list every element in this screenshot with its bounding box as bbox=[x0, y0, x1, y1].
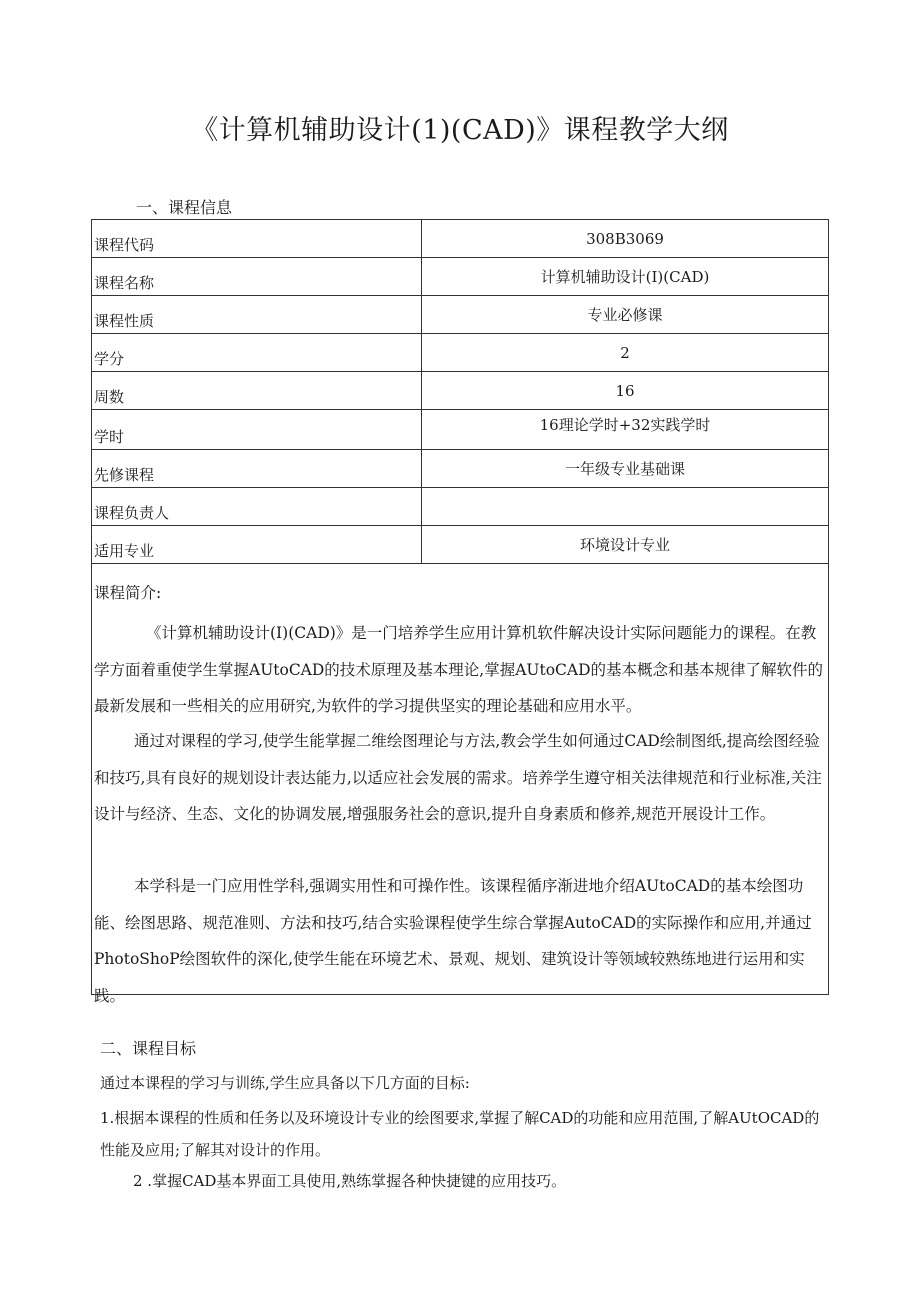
row-label: 适用专业 bbox=[92, 526, 422, 564]
table-row bbox=[92, 410, 829, 450]
row-value: 308B3069 bbox=[422, 220, 829, 258]
row-value bbox=[422, 488, 829, 526]
intro-paragraph: 《计算机辅助设计(I)(CAD)》是一门培养学生应用计算机软件解决设计实际问题能力的课程。在教学方面着重使学生掌握AUtoCAD的技术原理及基本理论,掌握AUtoCAD的基本概念和基本规律了解软件的最新发展和一些相关的应用研究,为软件的学习提供坚实的理论基础和应用水平。 bbox=[94, 624, 824, 715]
document-title: 《计算机辅助设计(1)(CAD)》课程教学大纲 bbox=[191, 115, 729, 146]
row-label: 学时 bbox=[92, 410, 422, 450]
goals-intro: 通过本课程的学习与训练,学生应具备以下几方面的目标: bbox=[100, 1074, 470, 1092]
course-intro-box bbox=[91, 551, 829, 1005]
course-intro-label: 课程简介: bbox=[94, 584, 162, 602]
row-label: 先修课程 bbox=[92, 450, 422, 488]
row-value: 环境设计专业 bbox=[422, 526, 829, 564]
table-row bbox=[92, 488, 829, 526]
table-row bbox=[92, 296, 829, 334]
table-row bbox=[92, 334, 829, 372]
row-value: 一年级专业基础课 bbox=[422, 450, 829, 488]
row-value: 16 bbox=[422, 372, 829, 410]
course-info-table bbox=[91, 219, 829, 564]
table-row bbox=[92, 372, 829, 410]
section-heading-course-info: 一、课程信息 bbox=[136, 198, 233, 217]
table-row bbox=[92, 220, 829, 258]
row-value: 专业必修课 bbox=[422, 296, 829, 334]
intro-paragraph: 本学科是一门应用性学科,强调实用性和可操作性。该课程循序渐进地介绍AUtoCAD的基本绘图功能、绘图思路、规范准则、方法和技巧,结合实验课程使学生综合掌握AutoCAD的实际操作和应用,并通过PhotoShoP绘图软件的深化,使学生能在环境艺术、景观、规划、建筑设计等领域较熟练地进行运用和实践。 bbox=[94, 877, 812, 1005]
section-heading-course-goals: 二、课程目标 bbox=[100, 1039, 197, 1058]
row-label: 课程名称 bbox=[92, 258, 422, 296]
row-label: 课程负责人 bbox=[92, 488, 422, 526]
table-row bbox=[92, 450, 829, 488]
row-label: 课程代码 bbox=[92, 220, 422, 258]
table-row bbox=[92, 258, 829, 296]
intro-paragraph: 通过对课程的学习,使学生能掌握二维绘图理论与方法,教会学生如何通过CAD绘制图纸,提高绘图经验和技巧,具有良好的规划设计表达能力,以适应社会发展的需求。培养学生遵守相关法律规范和行业标准,关注设计与经济、生态、文化的协调发展,增强服务社会的意识,提升自身素质和修养,规范开展设计工作。 bbox=[94, 732, 822, 823]
row-label: 周数 bbox=[92, 372, 422, 410]
row-value: 计算机辅助设计(I)(CAD) bbox=[422, 258, 829, 296]
row-label: 学分 bbox=[92, 334, 422, 372]
goal-item: 1.根据本课程的性质和任务以及环境设计专业的绘图要求,掌握了解CAD的功能和应用范围,了解AUtOCAD的性能及应用;了解其对设计的作用。 bbox=[100, 1109, 820, 1159]
row-value: 2 bbox=[422, 334, 829, 372]
row-label: 课程性质 bbox=[92, 296, 422, 334]
row-value: 16理论学时+32实践学时 bbox=[422, 410, 829, 450]
goal-item: 2 .掌握CAD基本界面工具使用,熟练掌握各种快捷键的应用技巧。 bbox=[133, 1172, 567, 1190]
